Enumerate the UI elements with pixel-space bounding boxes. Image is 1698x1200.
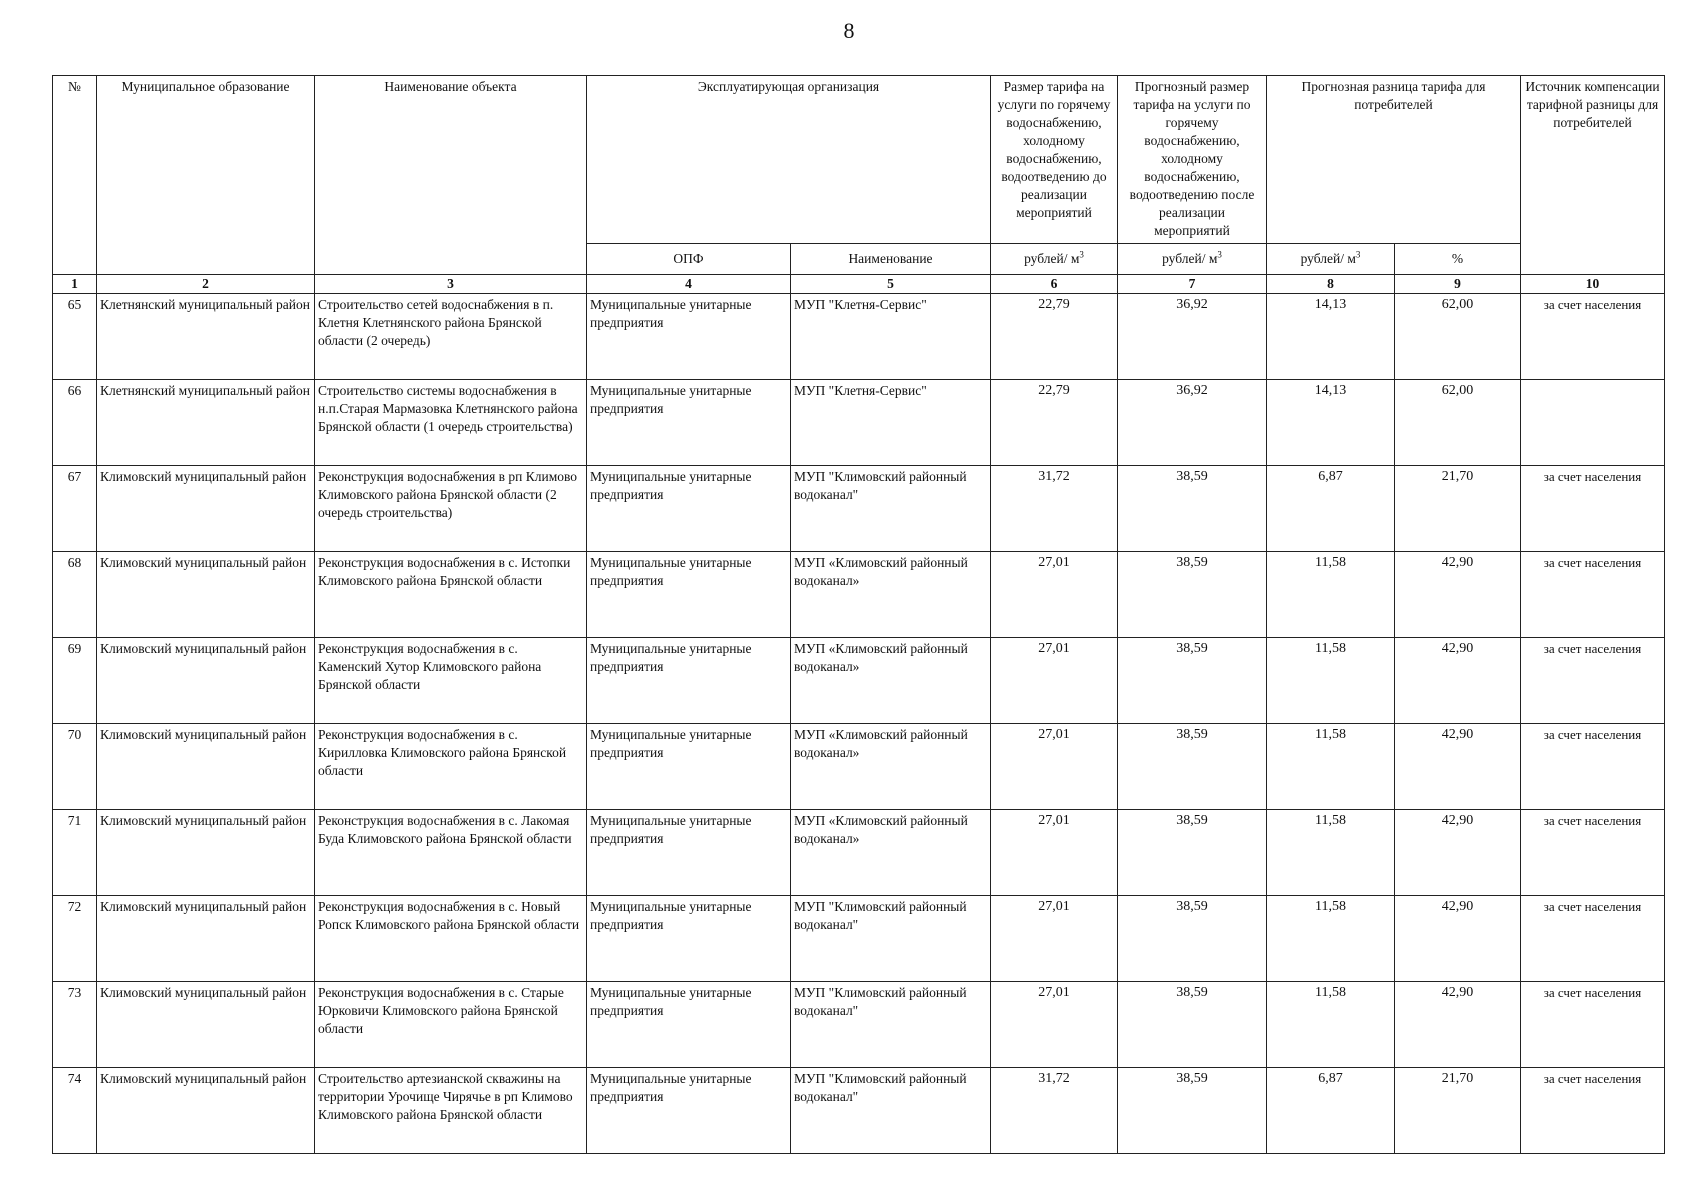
object-cell: Реконструкция водоснабжения в с. Истопки Климовского района Брянской области [315, 552, 587, 638]
diff-rub-cell: 6,87 [1267, 466, 1395, 552]
diff-rub-cell: 11,58 [1267, 982, 1395, 1068]
object-cell: Реконструкция водоснабжения в рп Климово Климовского района Брянской области (2 очередь строительства) [315, 466, 587, 552]
header-tariff-diff: Прогнозная разница тарифа для потребителей [1267, 76, 1521, 244]
row-number: 66 [53, 380, 97, 466]
opf-cell: Муниципальные унитарные предприятия [587, 724, 791, 810]
header-opf: ОПФ [587, 244, 791, 275]
municipality-cell: Климовский муниципальный район [97, 982, 315, 1068]
header-tariff-after: Прогнозный размер тарифа на услуги по горячему водоснабжению, холодному водоснабжению, водоотведению после реализации мероприятий [1118, 76, 1267, 244]
object-cell: Строительство артезианской скважины на территории Урочище Чирячье в рп Климово Климовского района Брянской области [315, 1068, 587, 1154]
header-operator-name: Наименование [791, 244, 991, 275]
opf-cell: Муниципальные унитарные предприятия [587, 638, 791, 724]
diff-rub-cell: 14,13 [1267, 294, 1395, 380]
municipality-cell: Климовский муниципальный район [97, 810, 315, 896]
row-number: 69 [53, 638, 97, 724]
header-row [53, 76, 1665, 244]
source-cell [1521, 380, 1665, 466]
org-cell: МУП "Климовский районный водоканал" [791, 982, 991, 1068]
diff-percent-cell: 42,90 [1395, 552, 1521, 638]
diff-rub-cell: 11,58 [1267, 638, 1395, 724]
column-number: 1 [53, 275, 97, 294]
tariff-after-cell: 36,92 [1118, 294, 1267, 380]
column-number: 10 [1521, 275, 1665, 294]
row-number: 70 [53, 724, 97, 810]
header-source: Источник компенсации тарифной разницы для потребителей [1521, 76, 1665, 275]
diff-rub-cell: 6,87 [1267, 1068, 1395, 1154]
tariff-before-cell: 27,01 [991, 638, 1118, 724]
object-cell: Реконструкция водоснабжения в с. Старые Юрковичи Климовского района Брянской области [315, 982, 587, 1068]
source-cell: за счет населения [1521, 466, 1665, 552]
diff-percent-cell: 42,90 [1395, 810, 1521, 896]
table-row [53, 380, 1665, 466]
header-tariff-before: Размер тарифа на услуги по горячему водоснабжению, холодному водоснабжению, водоотведению до реализации мероприятий [991, 76, 1118, 244]
object-cell: Реконструкция водоснабжения в с. Новый Ропск Климовского района Брянской области [315, 896, 587, 982]
tariff-after-cell: 38,59 [1118, 810, 1267, 896]
opf-cell: Муниципальные унитарные предприятия [587, 294, 791, 380]
table-row [53, 1068, 1665, 1154]
opf-cell: Муниципальные унитарные предприятия [587, 380, 791, 466]
row-number: 73 [53, 982, 97, 1068]
source-cell: за счет населения [1521, 638, 1665, 724]
table-row [53, 552, 1665, 638]
object-cell: Реконструкция водоснабжения в с. Каменский Хутор Климовского района Брянской области [315, 638, 587, 724]
row-number: 65 [53, 294, 97, 380]
source-cell: за счет населения [1521, 294, 1665, 380]
org-cell: МУП «Климовский районный водоканал» [791, 810, 991, 896]
source-cell: за счет населения [1521, 982, 1665, 1068]
unit-text: рублей/ м [1024, 251, 1080, 266]
diff-percent-cell: 21,70 [1395, 466, 1521, 552]
header-object-name: Наименование объекта [315, 76, 587, 275]
unit-superscript: 3 [1217, 249, 1222, 260]
tariff-after-cell: 38,59 [1118, 552, 1267, 638]
municipality-cell: Климовский муниципальный район [97, 552, 315, 638]
table-row [53, 724, 1665, 810]
opf-cell: Муниципальные унитарные предприятия [587, 810, 791, 896]
diff-percent-cell: 42,90 [1395, 982, 1521, 1068]
object-cell: Строительство системы водоснабжения в н.п.Старая Мармазовка Клетнянского района Брянской области (1 очередь строительства) [315, 380, 587, 466]
municipality-cell: Климовский муниципальный район [97, 724, 315, 810]
tariff-before-cell: 27,01 [991, 552, 1118, 638]
diff-rub-cell: 11,58 [1267, 810, 1395, 896]
table-row [53, 294, 1665, 380]
object-cell: Реконструкция водоснабжения в с. Лакомая Буда Климовского района Брянской области [315, 810, 587, 896]
opf-cell: Муниципальные унитарные предприятия [587, 1068, 791, 1154]
table-row [53, 466, 1665, 552]
page-number: 8 [843, 18, 855, 43]
org-cell: МУП "Клетня-Сервис" [791, 294, 991, 380]
header-municipality: Муниципальное образование [97, 76, 315, 275]
diff-rub-cell: 14,13 [1267, 380, 1395, 466]
source-cell: за счет населения [1521, 810, 1665, 896]
column-number: 7 [1118, 275, 1267, 294]
diff-rub-cell: 11,58 [1267, 552, 1395, 638]
tariff-before-cell: 31,72 [991, 1068, 1118, 1154]
municipality-cell: Климовский муниципальный район [97, 1068, 315, 1154]
opf-cell: Муниципальные унитарные предприятия [587, 982, 791, 1068]
opf-cell: Муниципальные унитарные предприятия [587, 552, 791, 638]
tariff-after-cell: 38,59 [1118, 638, 1267, 724]
tariff-table [52, 75, 1665, 1154]
column-number-row [53, 275, 1665, 294]
org-cell: МУП «Климовский районный водоканал» [791, 552, 991, 638]
table-row [53, 638, 1665, 724]
tariff-before-cell: 27,01 [991, 724, 1118, 810]
column-number: 5 [791, 275, 991, 294]
tariff-before-cell: 27,01 [991, 982, 1118, 1068]
tariff-after-cell: 38,59 [1118, 896, 1267, 982]
source-cell: за счет населения [1521, 724, 1665, 810]
column-number: 2 [97, 275, 315, 294]
row-number: 74 [53, 1068, 97, 1154]
diff-rub-cell: 11,58 [1267, 896, 1395, 982]
unit-before [991, 244, 1118, 275]
object-cell: Реконструкция водоснабжения в с. Кирилловка Климовского района Брянской области [315, 724, 587, 810]
diff-percent-cell: 42,90 [1395, 896, 1521, 982]
unit-after [1118, 244, 1267, 275]
tariff-before-cell: 22,79 [991, 380, 1118, 466]
tariff-before-cell: 27,01 [991, 810, 1118, 896]
table-row [53, 982, 1665, 1068]
row-number: 71 [53, 810, 97, 896]
tariff-after-cell: 38,59 [1118, 982, 1267, 1068]
tariff-before-cell: 22,79 [991, 294, 1118, 380]
org-cell: МУП "Климовский районный водоканал" [791, 466, 991, 552]
source-cell: за счет населения [1521, 896, 1665, 982]
municipality-cell: Климовский муниципальный район [97, 638, 315, 724]
municipality-cell: Клетнянский муниципальный район [97, 294, 315, 380]
object-cell: Строительство сетей водоснабжения в п. Клетня Клетнянского района Брянской области (2 очередь) [315, 294, 587, 380]
org-cell: МУП «Климовский районный водоканал» [791, 638, 991, 724]
tariff-after-cell: 38,59 [1118, 1068, 1267, 1154]
column-number: 9 [1395, 275, 1521, 294]
tariff-after-cell: 38,59 [1118, 466, 1267, 552]
column-number: 8 [1267, 275, 1395, 294]
header-no: № [53, 76, 97, 275]
opf-cell: Муниципальные унитарные предприятия [587, 896, 791, 982]
unit-diff-percent: % [1395, 244, 1521, 275]
source-cell: за счет населения [1521, 552, 1665, 638]
column-number: 4 [587, 275, 791, 294]
diff-percent-cell: 42,90 [1395, 638, 1521, 724]
unit-superscript: 3 [1355, 249, 1361, 260]
tariff-before-cell: 27,01 [991, 896, 1118, 982]
row-number: 72 [53, 896, 97, 982]
diff-percent-cell: 21,70 [1395, 1068, 1521, 1154]
municipality-cell: Клетнянский муниципальный район [97, 380, 315, 466]
row-number: 68 [53, 552, 97, 638]
header-operator: Эксплуатирующая организация [587, 76, 991, 244]
diff-percent-cell: 62,00 [1395, 380, 1521, 466]
unit-text: рублей/ м [1162, 251, 1218, 266]
diff-rub-cell: 11,58 [1267, 724, 1395, 810]
source-cell: за счет населения [1521, 1068, 1665, 1154]
table-row [53, 810, 1665, 896]
tariff-before-cell: 31,72 [991, 466, 1118, 552]
org-cell: МУП "Клетня-Сервис" [791, 380, 991, 466]
unit-superscript: 3 [1079, 249, 1084, 260]
unit-diff-rub [1267, 244, 1395, 275]
org-cell: МУП "Климовский районный водоканал" [791, 1068, 991, 1154]
org-cell: МУП «Климовский районный водоканал» [791, 724, 991, 810]
column-number: 3 [315, 275, 587, 294]
org-cell: МУП "Климовский районный водоканал" [791, 896, 991, 982]
tariff-after-cell: 38,59 [1118, 724, 1267, 810]
table-row [53, 896, 1665, 982]
diff-percent-cell: 42,90 [1395, 724, 1521, 810]
column-number: 6 [991, 275, 1118, 294]
tariff-after-cell: 36,92 [1118, 380, 1267, 466]
row-number: 67 [53, 466, 97, 552]
unit-text: рублей/ м [1300, 251, 1356, 266]
municipality-cell: Климовский муниципальный район [97, 896, 315, 982]
municipality-cell: Климовский муниципальный район [97, 466, 315, 552]
diff-percent-cell: 62,00 [1395, 294, 1521, 380]
opf-cell: Муниципальные унитарные предприятия [587, 466, 791, 552]
